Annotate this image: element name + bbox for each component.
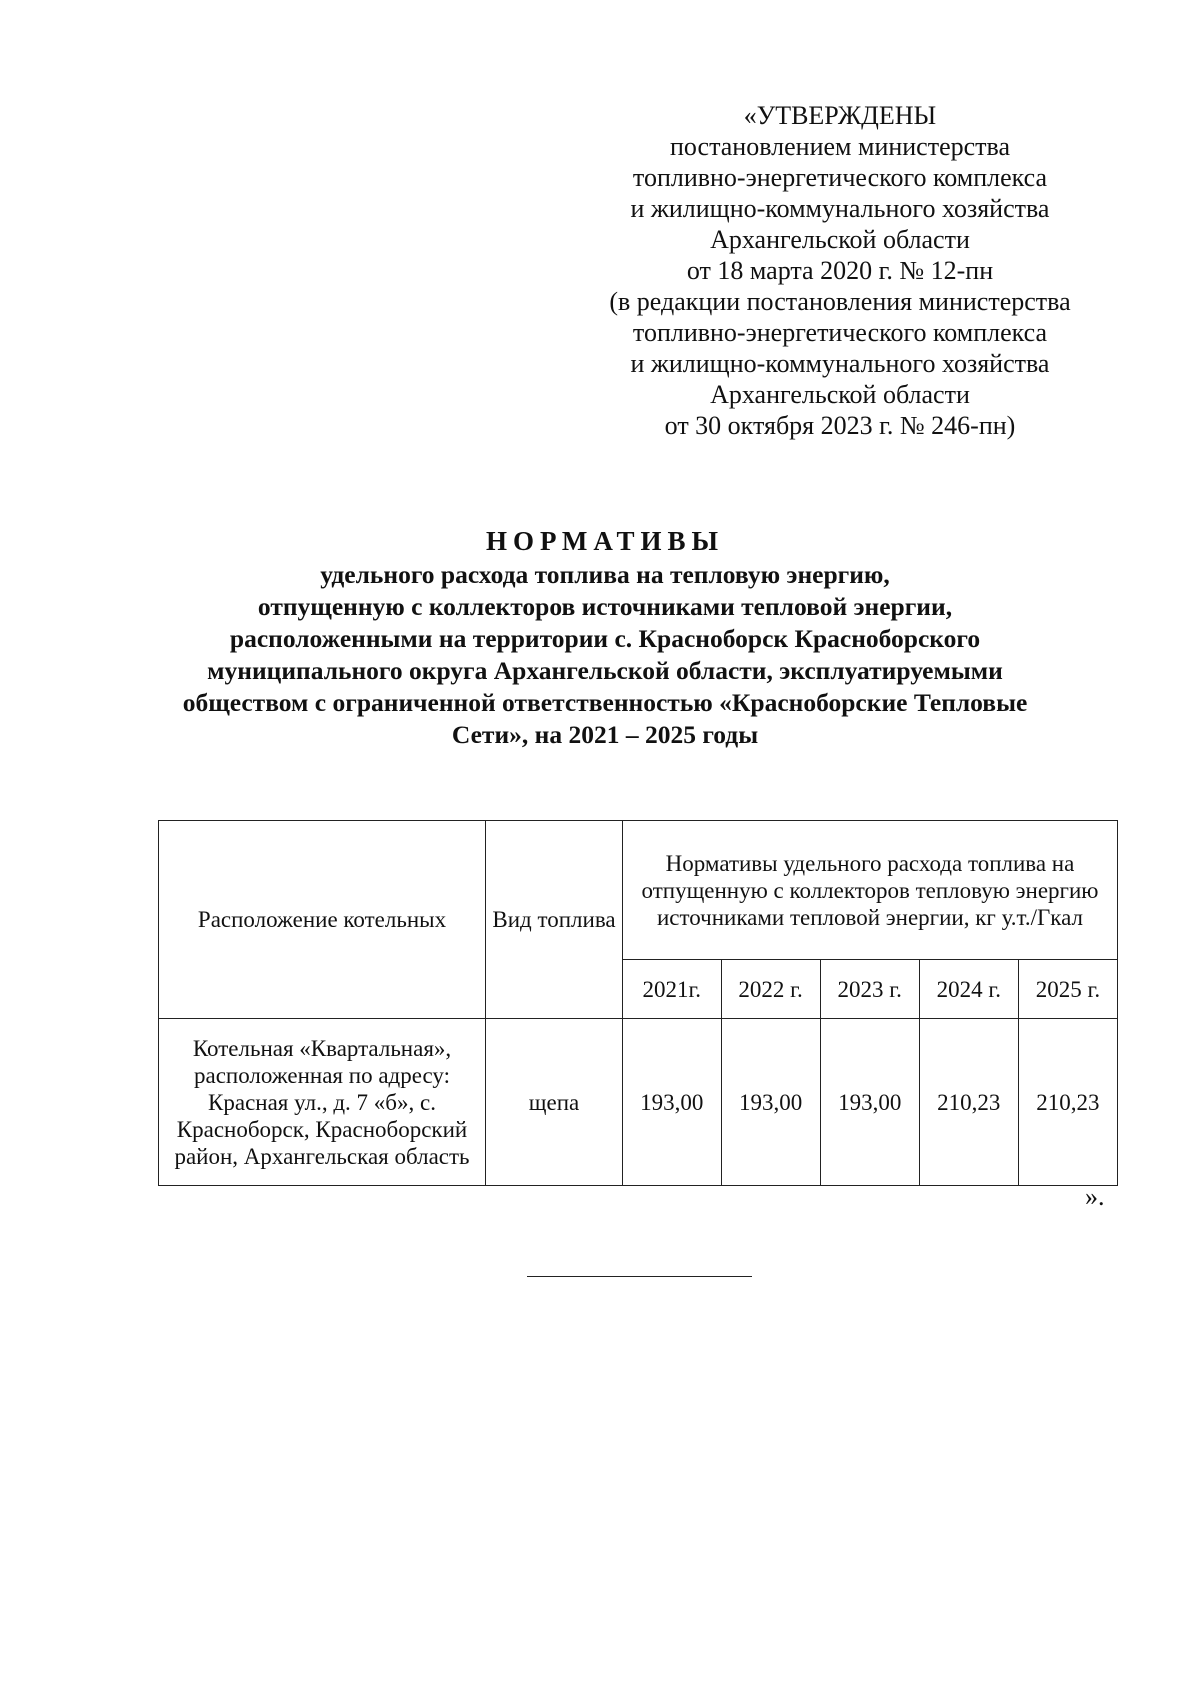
header-location: Расположение котельных bbox=[159, 821, 486, 1019]
table-row bbox=[159, 1019, 1118, 1186]
heading-line: удельного расхода топлива на тепловую энергию, bbox=[320, 560, 890, 589]
approval-line: Архангельской области bbox=[710, 380, 970, 409]
header-fuel-type: Вид топлива bbox=[486, 821, 623, 1019]
cell-location: Котельная «Квартальная», расположенная по адресу: Красная ул., д. 7 «б», с. Красноборск, Красноборский район, Архангельская область bbox=[159, 1019, 486, 1186]
approval-line: от 30 октября 2023 г. № 246-пн) bbox=[664, 411, 1016, 440]
cell-fuel: щепа bbox=[486, 1019, 623, 1186]
cell-value: 210,23 bbox=[919, 1019, 1018, 1186]
cell-value: 193,00 bbox=[721, 1019, 820, 1186]
header-norms: Нормативы удельного расхода топлива на отпущенную с коллекторов тепловую энергию источниками тепловой энергии, кг у.т./Гкал bbox=[623, 821, 1118, 960]
approval-line: топливно-энергетического комплекса bbox=[632, 163, 1048, 192]
approval-line: (в редакции постановления министерства bbox=[609, 287, 1071, 316]
header-year: 2023 г. bbox=[820, 960, 919, 1019]
document-heading bbox=[130, 525, 1080, 751]
cell-value: 210,23 bbox=[1018, 1019, 1117, 1186]
closing-quote-mark: ». bbox=[1085, 1182, 1105, 1211]
header-year: 2022 г. bbox=[721, 960, 820, 1019]
heading-line: отпущенную с коллекторов источниками тепловой энергии, bbox=[257, 592, 953, 621]
header-year: 2024 г. bbox=[919, 960, 1018, 1019]
separator-line bbox=[527, 1276, 752, 1277]
approval-line: топливно-энергетического комплекса bbox=[632, 318, 1048, 347]
norms-table bbox=[158, 820, 1118, 1186]
header-year: 2025 г. bbox=[1018, 960, 1117, 1019]
heading-line: расположенными на территории с. Красноборск Красноборского bbox=[229, 624, 981, 653]
approval-line: и жилищно-коммунального хозяйства bbox=[630, 194, 1050, 223]
heading-line: муниципального округа Архангельской области, эксплуатируемыми bbox=[207, 656, 1003, 685]
approval-line: «УТВЕРЖДЕНЫ bbox=[743, 101, 937, 130]
heading-line: Сети», на 2021 – 2025 годы bbox=[451, 720, 759, 749]
heading-line: обществом с ограниченной ответственностью «Красноборские Тепловые bbox=[182, 688, 1028, 717]
header-year: 2021г. bbox=[623, 960, 722, 1019]
approval-line: и жилищно-коммунального хозяйства bbox=[630, 349, 1050, 378]
approval-line: от 18 марта 2020 г. № 12-пн bbox=[686, 256, 994, 285]
approval-line: постановлением министерства bbox=[669, 132, 1011, 161]
cell-value: 193,00 bbox=[820, 1019, 919, 1186]
table-header-row bbox=[159, 821, 1118, 960]
cell-value: 193,00 bbox=[623, 1019, 722, 1186]
approval-line: Архангельской области bbox=[710, 225, 970, 254]
document-type: НОРМАТИВЫ bbox=[485, 526, 725, 556]
approval-stamp bbox=[560, 100, 1120, 441]
